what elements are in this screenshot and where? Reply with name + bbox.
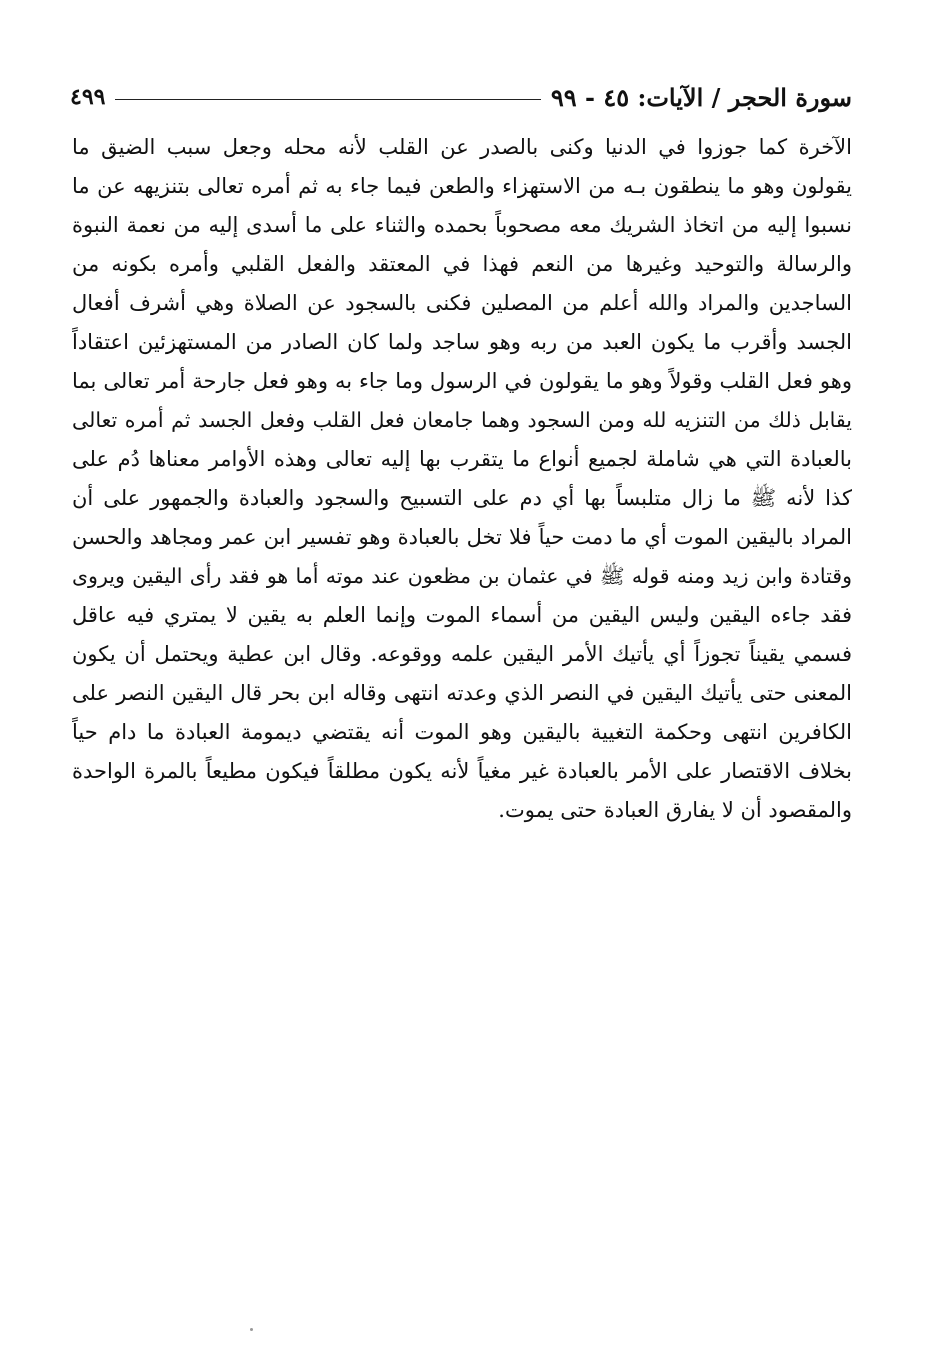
- text-line: الآخرة كما جوزوا في الدنيا وكنى بالصدر عن القلب لأنه محله وجعل سبب الضيق ما: [72, 135, 852, 159]
- text-line: يقولون وهو ما ينطقون بـه من الاستهزاء والطعن فيما جاء به ثم أمره تعالى بتنزيهه عن ما: [72, 174, 852, 198]
- text-line: المراد باليقين الموت أي ما دمت حياً فلا تخل بالعبادة وهو تفسير ابن عمر ومجاهد والحسن: [72, 525, 852, 549]
- text-line: بالعبادة التي هي شاملة لجميع أنواع ما يتقرب بها إليه تعالى وهذه الأوامر معناها دُم على: [72, 447, 852, 471]
- text-line: الجسد وأقرب ما يكون العبد من ربه وهو ساجد ولما كان الصادر من المستهزئين اعتقاداً: [72, 330, 852, 354]
- scan-speck: [250, 1328, 253, 1331]
- header-rule: [115, 99, 540, 100]
- text-line: نسبوا إليه من اتخاذ الشريك معه مصحوباً بحمده والثناء على ما أسدى إليه من نعمة النبوة: [72, 213, 852, 237]
- running-header: [70, 80, 852, 114]
- text-line: الساجدين والمراد والله أعلم من المصلين فكنى بالسجود عن الصلاة وهي أشرف أفعال: [72, 291, 852, 315]
- text-line: الكافرين انتهى وحكمة التغيية باليقين وهو الموت أنه يقتضي ديمومة العبادة ما دام حياً: [72, 720, 852, 744]
- text-line: المعنى حتى يأتيك اليقين في النصر الذي وعدته انتهى وقاله ابن بحر قال اليقين النصر على: [72, 681, 852, 705]
- text-line: فسمي يقيناً تجوزاً أي يأتيك الأمر اليقين علمه ووقوعه. وقال ابن عطية ويحتمل أن يكون: [72, 642, 852, 666]
- text-line: والرسالة والتوحيد وغيرها من النعم فهذا في المعتقد والفعل القلبي وأمره بكونه من: [72, 252, 852, 276]
- surah-verse-title: سورة الحجر / الآيات: ٤٥ - ٩٩: [550, 82, 852, 112]
- text-line: وهو فعل القلب وقولاً وهو ما يقولون في الرسول وما جاء به وهو فعل جارحة أمر تعالى بما: [72, 369, 852, 393]
- text-line: كذا لأنه ﷺ ما زال متلبساً بها أي دم على التسبيح والسجود والعبادة والجمهور على أن: [72, 486, 852, 510]
- page-number: ٤٩٩: [70, 84, 106, 110]
- text-line: وقتادة وابن زيد ومنه قوله ﷺ في عثمان بن مظعون عند موته أما هو فقد رأى اليقين ويروى: [72, 564, 852, 588]
- text-line: فقد جاءه اليقين وليس اليقين من أسماء الموت وإنما العلم به يقين لا يمتري فيه عاقل: [72, 603, 852, 627]
- body-text: [72, 128, 852, 830]
- text-line: والمقصود أن لا يفارق العبادة حتى يموت.: [498, 798, 852, 822]
- text-line: بخلاف الاقتصار على الأمر بالعبادة غير مغياً لأنه يكون مطلقاً فيكون مطيعاً بالمرة الواحدة: [72, 759, 852, 783]
- text-line: يقابل ذلك من التنزيه لله ومن السجود وهما جامعان فعل القلب وفعل الجسد ثم أمره تعالى: [72, 408, 852, 432]
